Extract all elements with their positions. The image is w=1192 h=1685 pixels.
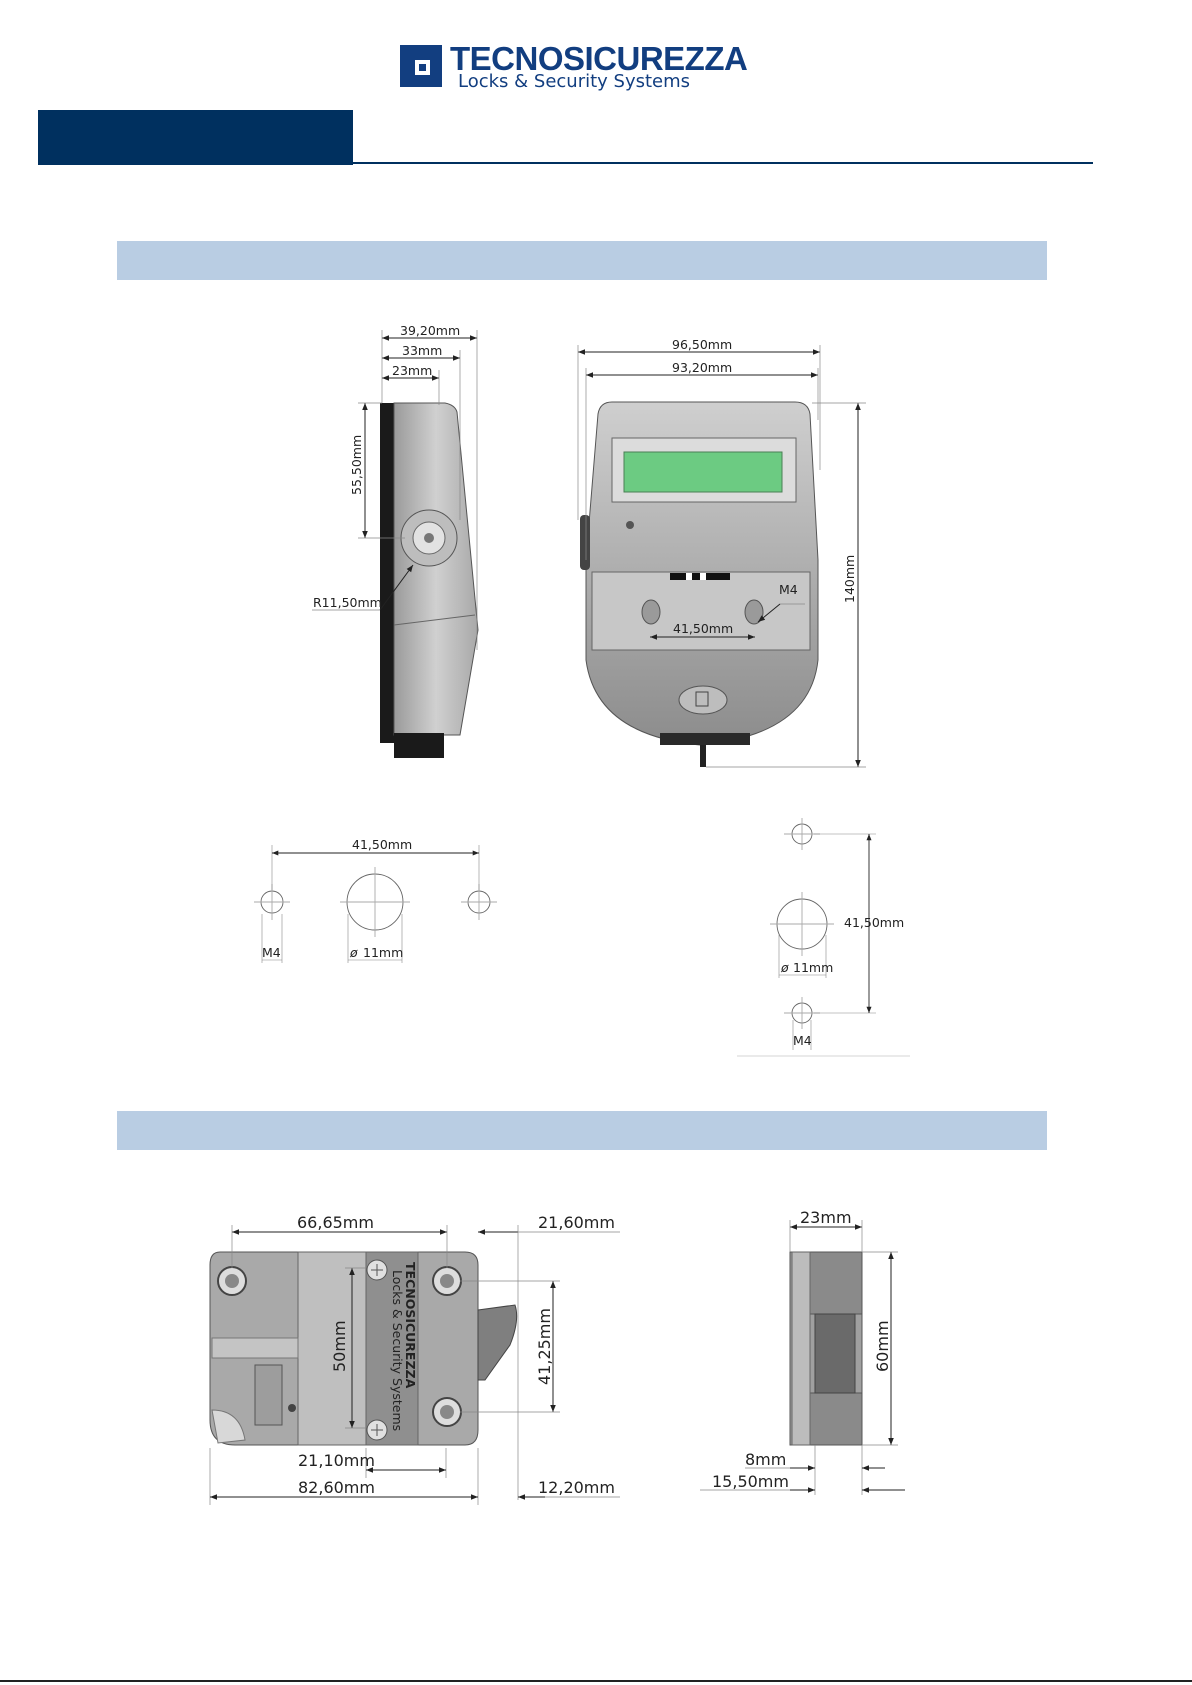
lock-side-view [700, 1208, 905, 1495]
lock-brand-name: TECNOSICUREZZA [403, 1262, 418, 1389]
keypad-side-view [312, 323, 478, 758]
dim-41-50-vdrill: 41,50mm [844, 915, 905, 930]
dim-140: 140mm [842, 554, 857, 603]
dim-21-10: 21,10mm [298, 1451, 375, 1470]
dim-23-lockside: 23mm [800, 1208, 852, 1227]
dim-12-20: 12,20mm [538, 1478, 615, 1497]
dim-11-vdrill: 11mm [793, 960, 834, 975]
dim-m4-vdrill: M4 [793, 1033, 812, 1048]
dim-60: 60mm [873, 1320, 892, 1372]
dim-55-50: 55,50mm [349, 434, 364, 495]
dim-m4-front: M4 [779, 582, 798, 597]
keypad-front-view [578, 337, 866, 767]
dim-m4-hdrill: M4 [262, 945, 281, 960]
diameter-symbol-icon: ø [350, 945, 358, 960]
drill-template-vertical [737, 818, 910, 1056]
dim-41-25: 41,25mm [535, 1308, 554, 1385]
dim-66-65: 66,65mm [297, 1213, 374, 1232]
brand-tagline: Locks & Security Systems [458, 71, 691, 92]
diameter-symbol-icon: ø [781, 960, 789, 975]
dim-82-60: 82,60mm [298, 1478, 375, 1497]
drill-template-vertical-labels [780, 915, 904, 1048]
dim-41-50-hdrill: 41,50mm [352, 837, 413, 852]
dim-41-50-front: 41,50mm [673, 621, 734, 636]
dim-11-hdrill: 11mm [363, 945, 404, 960]
lock-front-view [210, 1213, 620, 1505]
dim-8: 8mm [745, 1450, 787, 1469]
dim-96-50: 96,50mm [672, 337, 733, 352]
lock-brand-tagline: Locks & Security Systems [390, 1270, 405, 1432]
dim-93-20: 93,20mm [672, 360, 733, 375]
display-screen [624, 452, 782, 492]
brand-name: TECNOSICUREZZA [450, 40, 748, 77]
dim-23: 23mm [392, 363, 433, 378]
dim-21-60: 21,60mm [538, 1213, 615, 1232]
dim-50: 50mm [330, 1320, 349, 1372]
dim-15-50: 15,50mm [712, 1472, 789, 1491]
dim-r11-50: R11,50mm [313, 595, 382, 610]
drill-template-horizontal-labels [262, 837, 412, 960]
footer-rule [0, 1680, 1192, 1682]
dim-33: 33mm [402, 343, 443, 358]
dim-39-20: 39,20mm [400, 323, 461, 338]
